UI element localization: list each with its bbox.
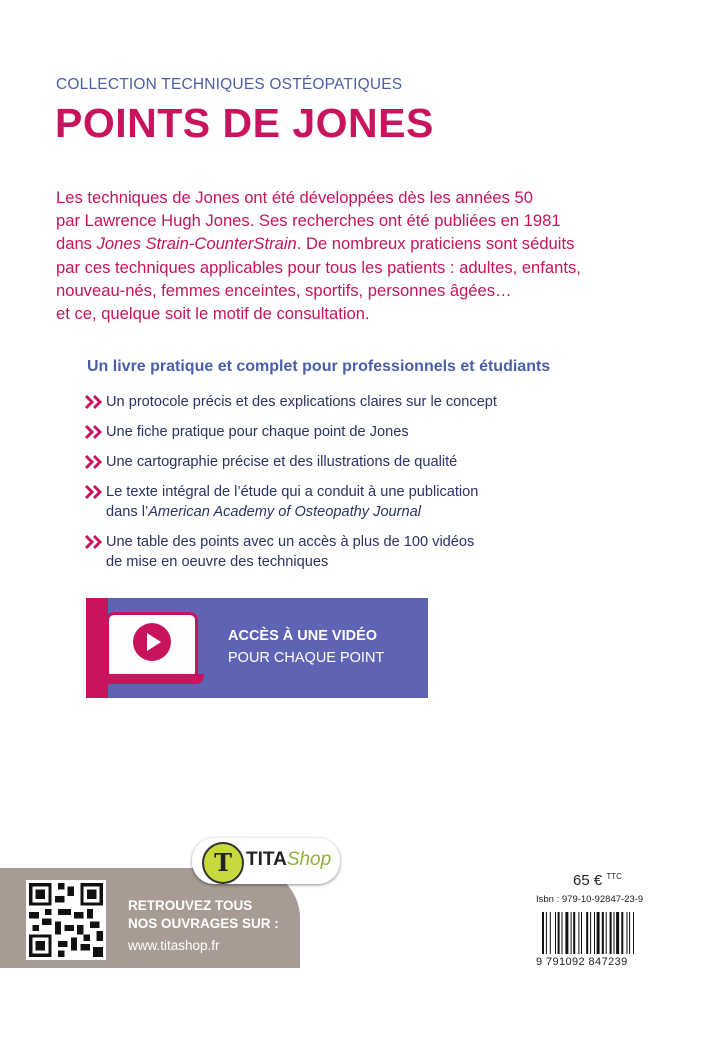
book-title: POINTS DE JONES [55, 100, 434, 146]
feature-item [84, 532, 644, 572]
play-icon [132, 622, 172, 662]
shop-website-link[interactable]: www.titashop.fr [128, 938, 220, 953]
intro-line-5: nouveau-nés, femmes enceintes, sportifs, personnes âgées… [56, 280, 512, 300]
barcode-icon [540, 912, 670, 954]
feature-item [84, 452, 644, 472]
double-chevron-icon [84, 424, 104, 440]
video-banner [86, 598, 428, 698]
intro-line-3-prefix: dans [56, 234, 97, 254]
intro-line-4: par ces techniques applicables pour tous les patients : adultes, enfants, [56, 257, 581, 277]
isbn-block [536, 894, 674, 966]
tita-shop-badge[interactable] [192, 838, 340, 884]
feature-text-prefix: dans l’ [106, 504, 149, 520]
feature-text: Le texte intégral de l’étude qui a conduit à une publication [106, 484, 479, 500]
intro-line-2: par Lawrence Hugh Jones. Ses recherches ont été publiées en 1981 [56, 211, 561, 231]
double-chevron-icon [84, 534, 104, 550]
video-banner-line1: ACCÈS À UNE VIDÉO [228, 628, 378, 644]
feature-text-line2 [106, 502, 644, 522]
feature-item [84, 392, 644, 412]
shop-cta-line1: RETROUVEZ TOUS [128, 898, 253, 913]
intro-text [56, 186, 696, 325]
intro-line-1: Les techniques de Jones ont été développées dès les années 50 [56, 188, 533, 207]
features-list [84, 392, 644, 582]
isbn-label: Isbn : 979-10-92847-23-9 [536, 894, 644, 905]
price-suffix: TTC [606, 872, 622, 881]
double-chevron-icon [84, 394, 104, 410]
tita-shop-name: TITAShop [246, 849, 332, 870]
feature-text-line2: de mise en oeuvre des techniques [106, 554, 329, 570]
price: 65 € $^{TTC}$ [573, 872, 622, 889]
feature-item [84, 422, 644, 442]
feature-text: Une fiche pratique pour chaque point de Jones [106, 424, 409, 440]
intro-line-3-suffix: . De nombreux praticiens sont séduits [296, 234, 575, 254]
tita-logo-icon: T [202, 842, 244, 884]
feature-text: Une table des points avec un accès à plus de 100 vidéos [106, 534, 475, 550]
intro-line-3 [56, 232, 696, 255]
qr-code-icon[interactable] [26, 880, 106, 960]
barcode-number: 9 791092 847239 [536, 956, 628, 968]
video-banner-line2: POUR CHAQUE POINT [228, 650, 385, 666]
intro-book-ref: Jones Strain-CounterStrain [96, 234, 297, 254]
journal-name: American Academy of Osteopathy Journal [148, 504, 422, 520]
double-chevron-icon [84, 454, 104, 470]
feature-item [84, 482, 644, 522]
shop-cta-line2: NOS OUVRAGES SUR : [128, 916, 279, 931]
intro-line-6: et ce, quelque soit le motif de consultation. [56, 304, 370, 324]
double-chevron-icon [84, 484, 104, 500]
feature-text: Un protocole précis et des explications claires sur le concept [106, 394, 497, 410]
feature-text: Une cartographie précise et des illustrations de qualité [106, 454, 458, 470]
monitor-stand [100, 674, 204, 684]
collection-label: COLLECTION TECHNIQUES OSTÉOPATIQUES [56, 76, 403, 93]
features-subtitle: Un livre pratique et complet pour professionnels et étudiants [87, 358, 551, 375]
